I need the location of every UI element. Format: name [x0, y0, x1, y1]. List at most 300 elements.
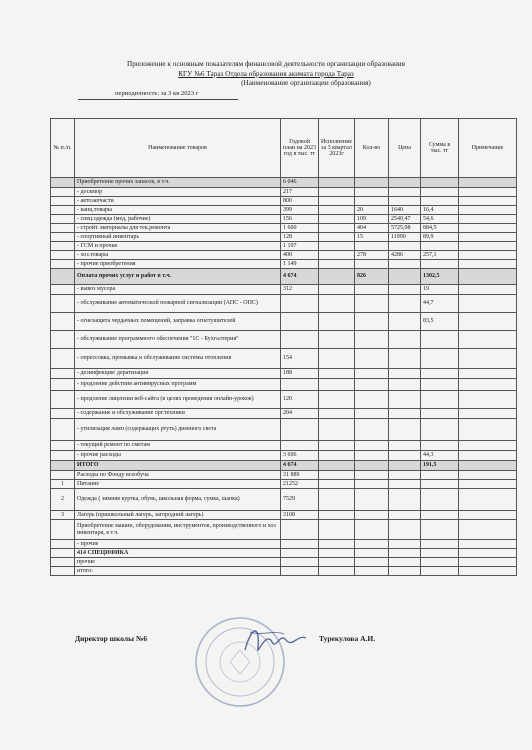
table-cell-note [459, 567, 517, 576]
table-cell-no [51, 349, 75, 369]
table-cell-no [51, 451, 75, 461]
col-price: Цена [389, 119, 421, 178]
table-cell-qty [355, 369, 389, 379]
table-cell-qty [355, 419, 389, 441]
table-row [51, 451, 517, 461]
table-cell-note [459, 471, 517, 480]
table-cell-price: 1640 [389, 206, 421, 215]
table-cell-name: - канц.товары [75, 206, 281, 215]
table-cell-plan: 3 696 [281, 451, 319, 461]
table-cell-note [459, 269, 517, 285]
table-cell-qty: 15 [355, 233, 389, 242]
table-cell-qty [355, 461, 389, 471]
table-row [51, 379, 517, 391]
table-cell-exec [319, 369, 355, 379]
table-cell-qty [355, 285, 389, 295]
table-cell-sum [421, 558, 459, 567]
table-cell-no: 2 [51, 489, 75, 511]
table-cell-qty [355, 520, 389, 540]
table-cell-no [51, 520, 75, 540]
table-cell-name: - доскмор [75, 188, 281, 197]
table-row [51, 471, 517, 480]
table-row [51, 260, 517, 269]
table-cell-name: Приобретение машин, оборудования, инструментов, производственного и хоз инвентаря, в т.ч. [75, 520, 281, 540]
table-row [51, 349, 517, 369]
table-cell-plan [281, 419, 319, 441]
table-cell-exec [319, 233, 355, 242]
table-cell-sum [421, 520, 459, 540]
table-cell-note [459, 215, 517, 224]
table-cell-qty [355, 188, 389, 197]
table-cell-plan: 399 [281, 206, 319, 215]
table-cell-plan: 4 674 [281, 269, 319, 285]
table-row [51, 313, 517, 331]
table-cell-note [459, 233, 517, 242]
table-cell-plan: 4 674 [281, 461, 319, 471]
table-cell-exec [319, 285, 355, 295]
table-cell-exec [319, 489, 355, 511]
table-cell-no [51, 409, 75, 419]
table-cell-note [459, 197, 517, 206]
table-cell-price [389, 567, 421, 576]
table-cell-exec [319, 549, 355, 558]
table-cell-price [389, 269, 421, 285]
table-cell-sum: 1302,5 [421, 269, 459, 285]
table-cell-qty [355, 178, 389, 188]
table-cell-sum [421, 331, 459, 349]
table-cell-note [459, 178, 517, 188]
table-cell-plan: 154 [281, 349, 319, 369]
table-cell-name: - прочие [75, 540, 281, 549]
table-cell-qty [355, 471, 389, 480]
table-cell-exec [319, 419, 355, 441]
table-cell-sum [421, 489, 459, 511]
table-cell-name: - опрессовка, промывка и обслуживание системы отопления [75, 349, 281, 369]
table-cell-sum [421, 480, 459, 489]
table-cell-no [51, 391, 75, 409]
col-sum: Сумма в тыс. тг [421, 119, 459, 178]
table-cell-no [51, 285, 75, 295]
table-row [51, 549, 517, 558]
header-line-1: Приложение к основным показателям финансовой деятельности организации образования [127, 60, 405, 68]
table-cell-exec [319, 206, 355, 215]
table-cell-note [459, 409, 517, 419]
director-title: Директор школы №6 [75, 634, 148, 643]
table-cell-note [459, 242, 517, 251]
table-cell-note [459, 391, 517, 409]
table-cell-qty [355, 441, 389, 451]
table-cell-no [51, 178, 75, 188]
table-cell-price [389, 178, 421, 188]
table-cell-name: - продление лицензии веб-сайта (в целях проведения онлайн-уроков) [75, 391, 281, 409]
table-row [51, 461, 517, 471]
table-cell-name: Питание [75, 480, 281, 489]
table-cell-note [459, 441, 517, 451]
table-cell-plan [281, 549, 319, 558]
table-cell-qty [355, 379, 389, 391]
table-cell-note [459, 549, 517, 558]
col-name: Наименование товаров [75, 119, 281, 178]
table-cell-no [51, 269, 75, 285]
table-cell-name: - дезинфекция/ дератизация [75, 369, 281, 379]
table-row [51, 233, 517, 242]
table-row [51, 391, 517, 409]
table-cell-exec [319, 349, 355, 369]
table-cell-note [459, 295, 517, 313]
table-cell-plan: 156 [281, 215, 319, 224]
table-cell-name: - обслуживание автоматической пожарной сигнализации (АПС - ОПС) [75, 295, 281, 313]
table-cell-price [389, 511, 421, 520]
table-cell-no [51, 242, 75, 251]
table-cell-plan [281, 567, 319, 576]
table-cell-price [389, 331, 421, 349]
col-note: Примечание [459, 119, 517, 178]
table-cell-price: 5725,08 [389, 224, 421, 233]
table-row [51, 285, 517, 295]
period-text: периодичность: за 3 кв 2023 г [115, 90, 199, 97]
table-cell-name: - автозапчасти [75, 197, 281, 206]
table-cell-exec [319, 251, 355, 260]
table-cell-sum [421, 242, 459, 251]
table-cell-note [459, 285, 517, 295]
table-cell-exec [319, 215, 355, 224]
table-cell-name: - ГСМ и прочие [75, 242, 281, 251]
table-cell-note [459, 224, 517, 233]
table-cell-qty [355, 451, 389, 461]
table-cell-price [389, 520, 421, 540]
table-row [51, 540, 517, 549]
table-cell-exec [319, 441, 355, 451]
table-cell-qty [355, 489, 389, 511]
table-cell-plan [281, 441, 319, 451]
table-row [51, 295, 517, 313]
table-cell-plan: 7529 [281, 489, 319, 511]
table-cell-qty [355, 349, 389, 369]
table-cell-sum: 16,4 [421, 206, 459, 215]
table-cell-plan: 21252 [281, 480, 319, 489]
table-cell-note [459, 461, 517, 471]
header-organization: КГУ №6 Тараз Отдела образования акимата города Тараз [178, 70, 354, 78]
table-cell-qty: 278 [355, 251, 389, 260]
table-cell-qty: 826 [355, 269, 389, 285]
table-cell-plan [281, 520, 319, 540]
table-cell-exec [319, 480, 355, 489]
table-cell-qty [355, 242, 389, 251]
table-cell-note [459, 451, 517, 461]
table-cell-exec [319, 188, 355, 197]
table-cell-qty [355, 540, 389, 549]
table-cell-name: - спец.одежда (мед, рабочие) [75, 215, 281, 224]
table-cell-note [459, 489, 517, 511]
table-cell-note [459, 188, 517, 197]
table-cell-note [459, 313, 517, 331]
table-cell-note [459, 251, 517, 260]
handwritten-signature [240, 620, 310, 660]
col-plan: Годовой план на 2023 год в тыс. тг [281, 119, 319, 178]
table-cell-plan: 312 [281, 285, 319, 295]
table-cell-name: Одежда ( зимняя куртка, обувь, школьная форма, сумка, шапка) [75, 489, 281, 511]
table-cell-no: 3 [51, 511, 75, 520]
table-cell-exec [319, 540, 355, 549]
table-cell-price [389, 471, 421, 480]
table-row [51, 489, 517, 511]
table-row [51, 269, 517, 285]
table-cell-note [459, 480, 517, 489]
table-cell-note [459, 511, 517, 520]
table-row [51, 178, 517, 188]
table-cell-exec [319, 461, 355, 471]
table-cell-plan: 204 [281, 409, 319, 419]
table-cell-sum: 257,1 [421, 251, 459, 260]
table-cell-name: 414 СПЕЦИФИКА [75, 549, 281, 558]
table-row [51, 224, 517, 233]
table-cell-no [51, 206, 75, 215]
table-row [51, 197, 517, 206]
table-cell-price [389, 409, 421, 419]
table-cell-name: Приобретение прочих запасов, в т.ч. [75, 178, 281, 188]
table-cell-exec [319, 242, 355, 251]
table-row [51, 206, 517, 215]
period-underline [78, 99, 238, 100]
col-qty: Кол-во [355, 119, 389, 178]
table-cell-exec [319, 379, 355, 391]
table-cell-sum [421, 441, 459, 451]
table-cell-name: - вывоз мусора [75, 285, 281, 295]
table-cell-price [389, 461, 421, 471]
table-cell-name: итого: [75, 567, 281, 576]
table-cell-price: 4286 [389, 251, 421, 260]
table-cell-plan: 31 889 [281, 471, 319, 480]
table-cell-plan: 400 [281, 251, 319, 260]
table-cell-plan: 6 046 [281, 178, 319, 188]
table-cell-price [389, 540, 421, 549]
table-cell-qty [355, 295, 389, 313]
table-cell-plan: 3108 [281, 511, 319, 520]
table-cell-name: Расходы по Фонду всеобуча [75, 471, 281, 480]
table-cell-price [389, 379, 421, 391]
table-cell-price [389, 549, 421, 558]
table-cell-no [51, 379, 75, 391]
table-cell-price [389, 558, 421, 567]
table-cell-sum [421, 471, 459, 480]
table-cell-plan [281, 295, 319, 313]
table-cell-no [51, 331, 75, 349]
table-cell-no [51, 224, 75, 233]
table-cell-sum [421, 369, 459, 379]
table-cell-qty [355, 260, 389, 269]
table-row [51, 441, 517, 451]
table-cell-price [389, 369, 421, 379]
table-cell-qty [355, 567, 389, 576]
table-cell-exec [319, 295, 355, 313]
table-cell-name: - обслуживание программного обеспечения "1С - Бухгалтерия" [75, 331, 281, 349]
table-cell-plan: 1 149 [281, 260, 319, 269]
table-cell-price [389, 489, 421, 511]
table-cell-exec [319, 313, 355, 331]
table-cell-qty [355, 197, 389, 206]
table-cell-no: 1 [51, 480, 75, 489]
table-cell-name: Лагерь (пришкольный лагерь, загородний лагерь) [75, 511, 281, 520]
table-cell-no [51, 419, 75, 441]
table-cell-plan [281, 558, 319, 567]
table-cell-price [389, 419, 421, 441]
table-cell-sum [421, 540, 459, 549]
table-cell-exec [319, 178, 355, 188]
table-cell-price [389, 313, 421, 331]
table-cell-exec [319, 567, 355, 576]
table-cell-qty [355, 313, 389, 331]
table-cell-sum [421, 549, 459, 558]
table-cell-plan: 217 [281, 188, 319, 197]
table-cell-qty [355, 558, 389, 567]
table-cell-price [389, 242, 421, 251]
table-cell-plan: 120 [281, 391, 319, 409]
table-cell-exec [319, 520, 355, 540]
table-cell-name: прочие [75, 558, 281, 567]
table-cell-no [51, 471, 75, 480]
table-cell-exec [319, 391, 355, 409]
table-cell-price: 2540,47 [389, 215, 421, 224]
table-cell-sum [421, 188, 459, 197]
table-cell-exec [319, 409, 355, 419]
header-caption: (Наименование организации образования) [241, 79, 371, 87]
table-cell-name: - прочие приобретения [75, 260, 281, 269]
table-cell-sum [421, 409, 459, 419]
table-row [51, 409, 517, 419]
table-header-row [51, 119, 517, 178]
table-cell-note [459, 369, 517, 379]
table-cell-no [51, 295, 75, 313]
table-cell-sum: 44,7 [421, 295, 459, 313]
table-cell-price [389, 441, 421, 451]
table-cell-no [51, 558, 75, 567]
table-row [51, 242, 517, 251]
table-row [51, 331, 517, 349]
table-cell-plan [281, 331, 319, 349]
table-cell-name: - хоз.товары [75, 251, 281, 260]
table-cell-no [51, 461, 75, 471]
table-cell-note [459, 379, 517, 391]
table-cell-sum: 884,5 [421, 224, 459, 233]
table-body [51, 178, 517, 576]
report-table [50, 118, 517, 576]
table-row [51, 215, 517, 224]
table-row [51, 480, 517, 489]
table-cell-price [389, 451, 421, 461]
table-cell-sum: 191,5 [421, 461, 459, 471]
table-cell-note [459, 331, 517, 349]
table-cell-note [459, 520, 517, 540]
table-cell-sum: 54,6 [421, 215, 459, 224]
table-row [51, 558, 517, 567]
table-cell-note [459, 419, 517, 441]
table-cell-price [389, 188, 421, 197]
table-row [51, 511, 517, 520]
table-cell-plan: 1 600 [281, 224, 319, 233]
table-cell-price [389, 260, 421, 269]
table-cell-exec [319, 451, 355, 461]
table-cell-sum [421, 419, 459, 441]
table-cell-exec [319, 224, 355, 233]
table-cell-qty: 109 [355, 215, 389, 224]
table-row [51, 188, 517, 197]
table-cell-plan [281, 379, 319, 391]
director-name: Турекулова А.И. [319, 634, 376, 643]
table-row [51, 369, 517, 379]
table-cell-plan [281, 313, 319, 331]
table-cell-qty [355, 480, 389, 489]
table-cell-name: - огнезащита чердачных помещений, заправка огнетушителей [75, 313, 281, 331]
table-cell-qty [355, 549, 389, 558]
table-cell-note [459, 558, 517, 567]
table-cell-price [389, 197, 421, 206]
table-cell-name: - стройт. материалы для тек.ремонта [75, 224, 281, 233]
table-cell-price [389, 480, 421, 489]
table-cell-no [51, 540, 75, 549]
table-cell-sum: 44,3 [421, 451, 459, 461]
table-row [51, 419, 517, 441]
table-cell-qty: 404 [355, 224, 389, 233]
table-cell-sum [421, 511, 459, 520]
table-cell-note [459, 540, 517, 549]
table-cell-name: - содержание и обслуживание орг.техники [75, 409, 281, 419]
table-cell-name: Оплата прочих услуг и работ в т.ч. [75, 269, 281, 285]
table-cell-no [51, 215, 75, 224]
table-cell-no [51, 188, 75, 197]
table-cell-note [459, 260, 517, 269]
table-cell-no [51, 369, 75, 379]
table-cell-sum [421, 349, 459, 369]
table-cell-sum: 19 [421, 285, 459, 295]
table-cell-exec [319, 197, 355, 206]
table-cell-sum: 83,5 [421, 313, 459, 331]
table-cell-no [51, 233, 75, 242]
table-cell-sum [421, 260, 459, 269]
table-cell-name: - прочие расходы [75, 451, 281, 461]
table-row [51, 520, 517, 540]
table-cell-sum: 89,9 [421, 233, 459, 242]
table-cell-plan: 128 [281, 233, 319, 242]
table-cell-sum [421, 567, 459, 576]
table-cell-qty: 20 [355, 206, 389, 215]
table-cell-name: - утилизация ламп (содержащих ртуть) дневного света [75, 419, 281, 441]
table-cell-note [459, 349, 517, 369]
table-cell-no [51, 567, 75, 576]
table-cell-exec [319, 331, 355, 349]
table-cell-name: - текущий ремонт по сметам [75, 441, 281, 451]
table-cell-sum [421, 178, 459, 188]
table-cell-name: ИТОГО [75, 461, 281, 471]
table-cell-name: - спортивный инвентарь [75, 233, 281, 242]
table-cell-sum [421, 391, 459, 409]
table-cell-no [51, 441, 75, 451]
table-cell-exec [319, 471, 355, 480]
table-cell-qty [355, 331, 389, 349]
table-cell-note [459, 206, 517, 215]
col-exec: Исполнение за 3 квартал 2023г [319, 119, 355, 178]
table-cell-exec [319, 260, 355, 269]
table-cell-plan: 800 [281, 197, 319, 206]
table-cell-price [389, 295, 421, 313]
col-number: № п./п. [51, 119, 75, 178]
table-cell-qty [355, 391, 389, 409]
table-cell-qty [355, 511, 389, 520]
table-cell-qty [355, 409, 389, 419]
table-row [51, 251, 517, 260]
table-cell-no [51, 549, 75, 558]
table-cell-no [51, 260, 75, 269]
table-cell-name: - продление действия антивирусных программ [75, 379, 281, 391]
